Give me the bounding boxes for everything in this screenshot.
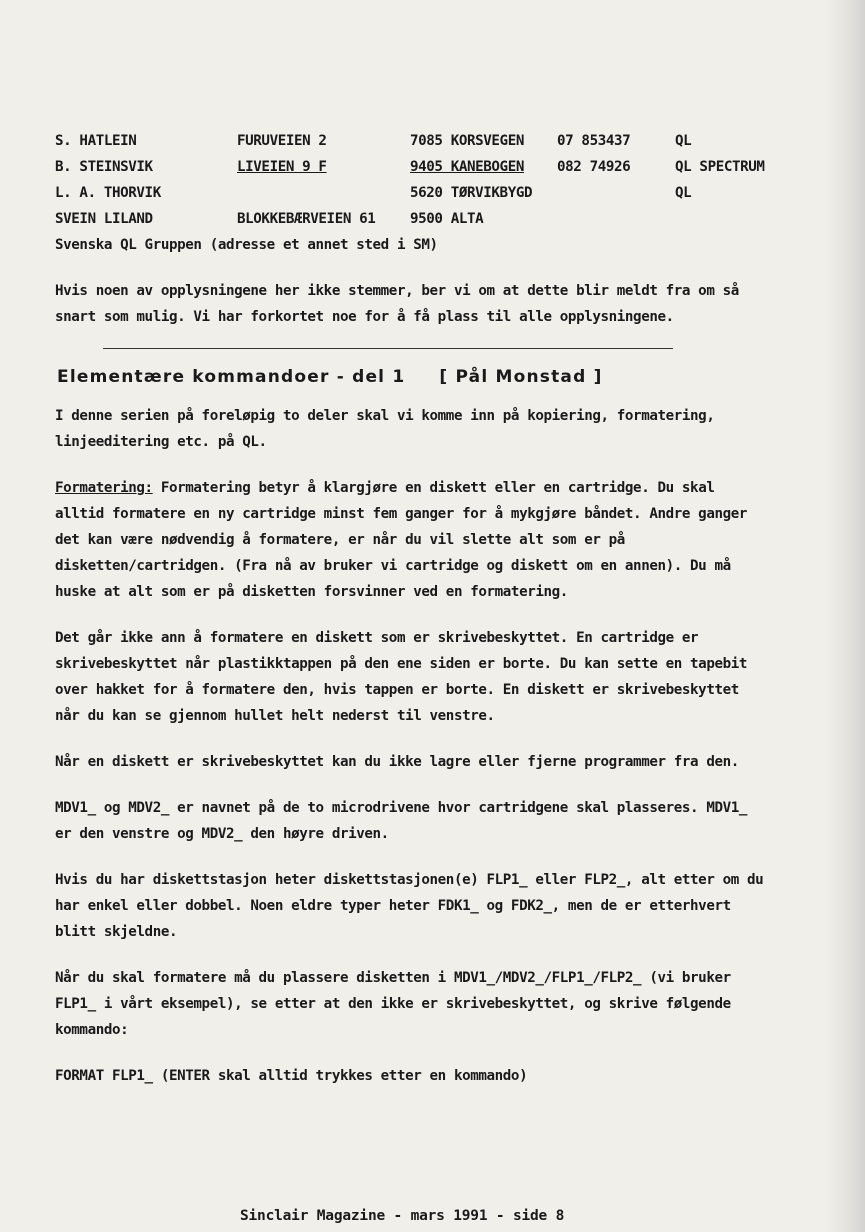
address-name: L. A. THORVIK: [55, 185, 161, 201]
address-name: B. STEINSVIK: [55, 159, 153, 175]
formatering-label: Formatering:: [55, 480, 153, 496]
address-phone: 082 74926: [557, 159, 631, 175]
body-paragraph: Hvis du har diskettstasjon heter diskettstasjonen(e) FLP1_ eller FLP2_, alt etter om du har enkel eller dobbel. Noen eldre typer heter FDK1_ og FDK2_, men de er etterhvert blitt skjeldne.: [55, 872, 764, 940]
address-system: [675, 206, 765, 232]
formatering-paragraph: [55, 475, 770, 605]
address-phone: 07 853437: [557, 133, 631, 149]
address-system: QL SPECTRUM: [675, 159, 765, 175]
address-post: 7085 KORSVEGEN: [410, 133, 524, 149]
body-paragraph: Det går ikke ann å formatere en diskett som er skrivebeskyttet. En cartridge er skrivebeskyttet når plastikktappen på den ene siden er borte. Du kan sette en tapebit over hakket for å formatere den, hvis tappen er borte. En diskett er skrivebeskyttet når du kan se gjennom hullet helt nederst til venstre.: [55, 630, 748, 724]
address-row: [55, 128, 765, 154]
address-name: S. HATLEIN: [55, 133, 137, 149]
address-row: [55, 180, 765, 206]
address-street: BLOKKEBÆRVEIEN 61: [237, 211, 376, 227]
article-author: [ Pål Monstad ]: [439, 367, 603, 387]
address-phone: [557, 206, 675, 232]
correction-note: Hvis noen av opplysningene her ikke stemmer, ber vi om at dette blir meldt fra om så snart som mulig. Vi har forkortet noe for å få plass til alle opplysningene.: [55, 283, 739, 325]
address-system: QL: [675, 185, 692, 201]
intro-paragraph: I denne serien på foreløpig to deler skal vi komme inn på kopiering, formatering, linjeeditering etc. på QL.: [55, 408, 715, 450]
address-name: SVEIN LILAND: [55, 211, 153, 227]
article-title: Elementære kommandoer - del 1: [57, 367, 406, 387]
body-paragraph: MDV1_ og MDV2_ er navnet på de to microdrivene hvor cartridgene skal plasseres. MDV1_ er den venstre og MDV2_ den høyre driven.: [55, 800, 748, 842]
body-paragraph: Når du skal formatere må du plassere disketten i MDV1_/MDV2_/FLP1_/FLP2_ (vi bruker FLP1_ i vårt eksempel), se etter at den ikke er skrivebeskyttet, og skrive følgende kommando:: [55, 970, 731, 1038]
page-shadow-edge: [825, 0, 865, 1232]
address-row: [55, 154, 765, 180]
address-phone: [557, 180, 675, 206]
format-command: FORMAT FLP1_ (ENTER skal alltid trykkes etter en kommando): [55, 1068, 528, 1084]
page-content: [55, 128, 770, 1089]
address-post: 5620 TØRVIKBYGD: [410, 185, 533, 201]
address-row: [55, 206, 765, 232]
address-street: LIVEIEN 9 F: [237, 159, 327, 175]
address-post: 9500 ALTA: [410, 211, 484, 227]
address-street: [237, 180, 410, 206]
svenska-ql-line: Svenska QL Gruppen (adresse et annet sted i SM): [55, 237, 438, 253]
address-post: 9405 KANEBOGEN: [410, 159, 524, 175]
body-paragraph: Når en diskett er skrivebeskyttet kan du ikke lagre eller fjerne programmer fra den.: [55, 754, 739, 770]
address-table: [55, 128, 765, 232]
page-footer: Sinclair Magazine - mars 1991 - side 8: [240, 1208, 565, 1224]
section-divider: [103, 348, 673, 349]
formatering-text: Formatering betyr å klargjøre en diskett eller en cartridge. Du skal alltid formatere en ny cartridge minst fem ganger for å mykgjøre båndet. Andre ganger det kan være nødvendig å formatere, er når du vil slette alt som er på disketten/cartridgen. (Fra nå av bruker vi cartridge og diskett om en annen). Du må huske at alt som er på disketten forsvinner ved en formatering.: [55, 480, 748, 600]
article-heading: [57, 367, 770, 387]
address-system: QL: [675, 133, 692, 149]
address-street: FURUVEIEN 2: [237, 133, 327, 149]
